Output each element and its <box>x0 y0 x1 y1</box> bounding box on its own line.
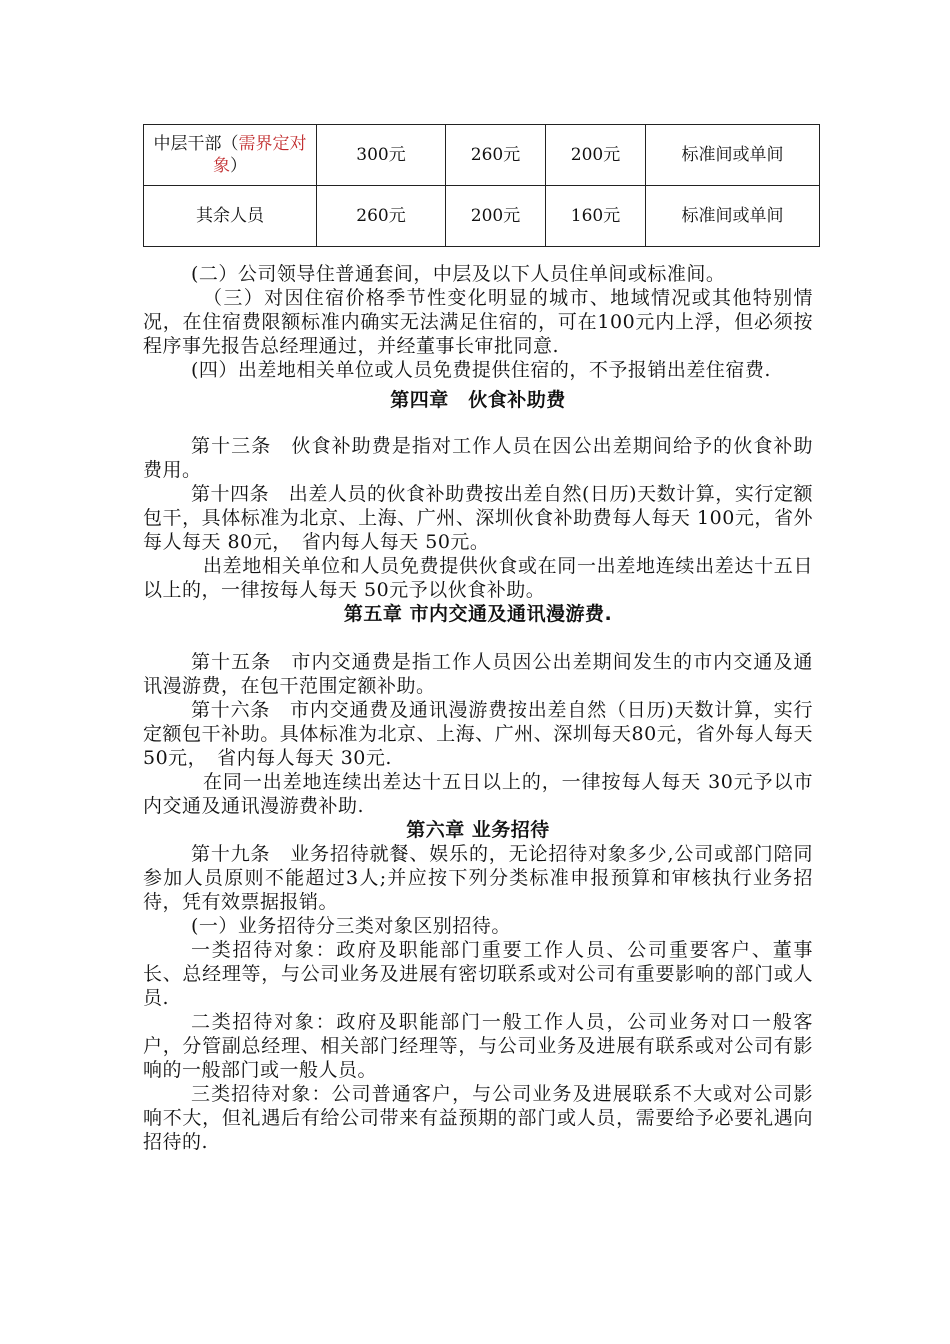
table-cell: 200元 <box>446 186 546 247</box>
chapter-heading: 第五章 市内交通及通讯漫游费. <box>343 603 613 625</box>
table-row <box>144 186 820 247</box>
accommodation-rate-table <box>143 124 820 247</box>
paragraph: 二类招待对象：政府及职能部门一般工作人员，公司业务对口一般客户，分管副总经理、相关部门经理等，与公司业务及进展有联系或对公司有影响的一般部门或一般人员。 <box>143 1011 813 1081</box>
paragraph: （三）对因住宿价格季节性变化明显的城市、地域情况或其他特别情况，在住宿费限额标准内确实无法满足住宿的，可在100元内上浮，但必须按程序事先报告总经理通过，并经董事长审批同意. <box>143 287 813 357</box>
paragraph: 第十五条 市内交通费是指工作人员因公出差期间发生的市内交通及通讯漫游费，在包干范围定额补助。 <box>143 651 813 697</box>
paragraph: 出差地相关单位和人员免费提供伙食或在同一出差地连续出差达十五日以上的，一律按每人每天 50元予以伙食补助。 <box>143 555 813 601</box>
paragraph: 一类招待对象：政府及职能部门重要工作人员、公司重要客户、董事长、总经理等，与公司业务及进展有密切联系或对公司有重要影响的部门或人员. <box>143 939 813 1009</box>
table-cell: 260元 <box>317 186 446 247</box>
paragraph: (二）公司领导住普通套间，中层及以下人员住单间或标准间。 <box>191 263 726 285</box>
paragraph: 第十九条 业务招待就餐、娱乐的，无论招待对象多少,公司或部门陪同参加人员原则不能超过3人;并应按下列分类标准申报预算和审核执行业务招待，凭有效票据报销。 <box>143 843 813 913</box>
paragraph: (四）出差地相关单位或人员免费提供住宿的，不予报销出差住宿费. <box>191 359 771 381</box>
paragraph: 第十三条 伙食补助费是指对工作人员在因公出差期间给予的伙食补助费用。 <box>143 435 813 481</box>
chapter-heading: 第六章 业务招待 <box>406 819 550 841</box>
paragraph: (一）业务招待分三类对象区别招待。 <box>191 915 511 937</box>
paragraph: 三类招待对象：公司普通客户，与公司业务及进展联系不大或对公司影响不大，但礼遇后有给公司带来有益预期的部门或人员，需要给予必要礼遇向招待的. <box>143 1083 813 1153</box>
red-note: 需界定对象 <box>213 134 307 176</box>
table-cell: 160元 <box>546 186 646 247</box>
chapter-heading: 第四章 伙食补助费 <box>390 389 566 411</box>
document-body <box>143 262 813 1154</box>
paragraph: 第十四条 出差人员的伙食补助费按出差自然(日历)天数计算，实行定额包干，具体标准为北京、上海、广州、深圳伙食补助费每人每天 100元，省外每人每天 80元， 省内每人每天 50元。 <box>143 483 813 553</box>
table-cell-category: 其余人员 <box>144 186 317 247</box>
table-cell: 标准间或单间 <box>646 125 820 186</box>
table-cell: 260元 <box>446 125 546 186</box>
table-row <box>144 125 820 186</box>
table-cell: 标准间或单间 <box>646 186 820 247</box>
table-cell: 300元 <box>317 125 446 186</box>
paragraph: 在同一出差地连续出差达十五日以上的，一律按每人每天 30元予以市内交通及通讯漫游费补助. <box>143 771 813 817</box>
paragraph: 第十六条 市内交通费及通讯漫游费按出差自然（日历)天数计算，实行定额包干补助。具体标准为北京、上海、广州、深圳每天80元，省外每人每天 50元， 省内每人每天 30元. <box>143 699 813 769</box>
table-cell-category: 中层干部（需界定对象） <box>144 125 317 186</box>
table-cell: 200元 <box>546 125 646 186</box>
